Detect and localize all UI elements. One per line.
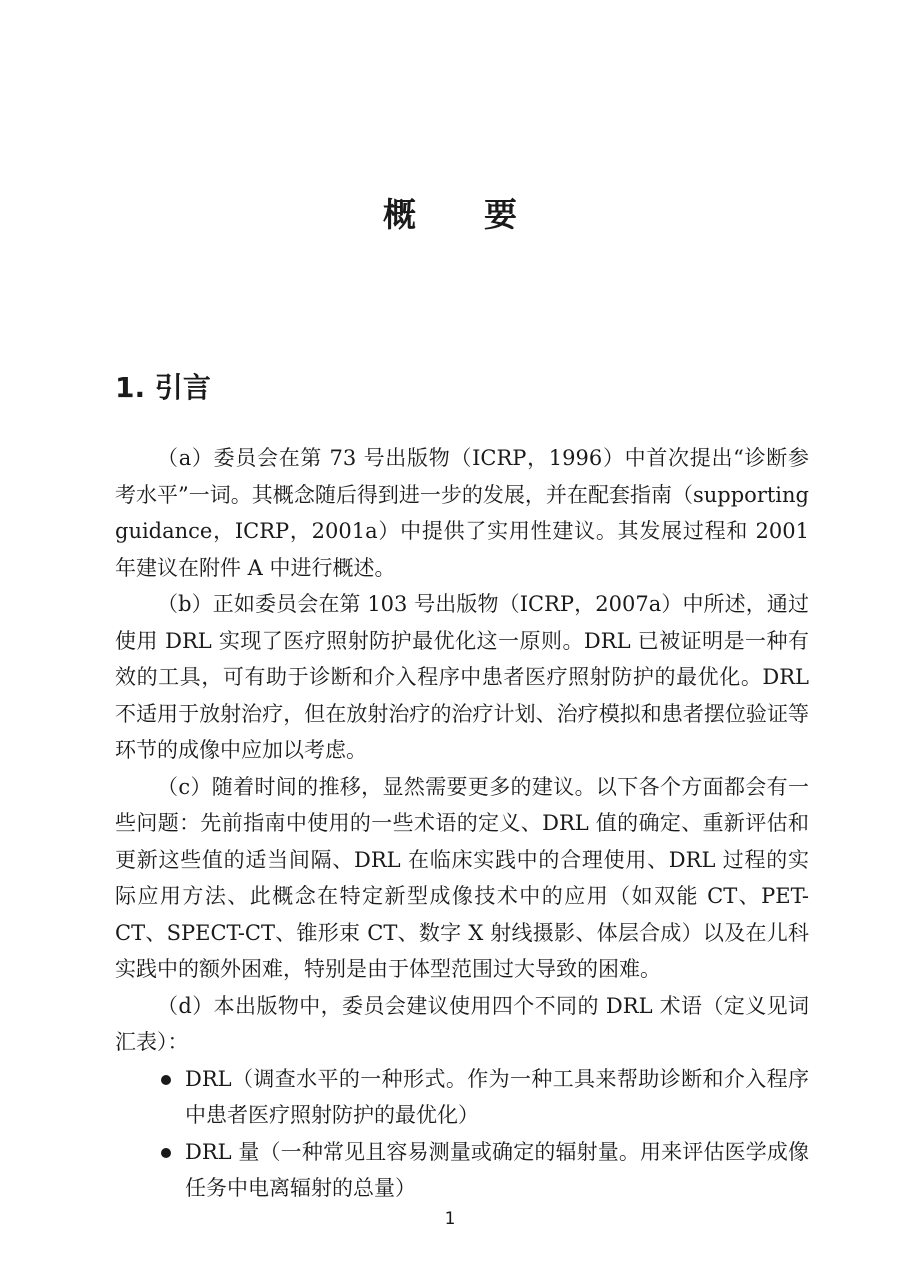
paragraph-d: （d）本出版物中，委员会建议使用四个不同的 DRL 术语（定义见词汇表）：	[115, 993, 809, 1054]
list-item-text: DRL（调查水平的一种形式。作为一种工具来帮助诊断和介入程序中患者医疗照射防护的最优化）	[185, 1066, 809, 1127]
bullet-icon	[161, 1148, 171, 1158]
body-text	[115, 440, 809, 1207]
page-number: 1	[444, 1209, 456, 1229]
page-title: 概要	[383, 195, 585, 234]
paragraph-b: （b）正如委员会在第 103 号出版物（ICRP，2007a）中所述，通过使用 DRL 实现了医疗照射防护最优化这一原则。DRL 已被证明是一种有效的工具，可有助于诊断和介入程序中患者医疗照射防护的最优化。DRL 不适用于放射治疗，但在放射治疗的治疗计划、治疗模拟和患者摆位验证等环节的成像中应加以考虑。	[115, 592, 809, 762]
list-item	[115, 1134, 809, 1207]
section-heading: 1. 引言	[115, 371, 211, 404]
bullet-icon	[161, 1075, 171, 1085]
drl-terms-list	[115, 1061, 809, 1207]
paragraph-a: （a）委员会在第 73 号出版物（ICRP，1996）中首次提出“诊断参考水平”一词。其概念随后得到进一步的发展，并在配套指南（supporting guidance，ICRP，2001a）中提供了实用性建议。其发展过程和 2001 年建议在附件 A 中进行概述。	[115, 446, 809, 580]
list-item-text: DRL 量（一种常见且容易测量或确定的辐射量。用来评估医学成像任务中电离辐射的总量）	[185, 1139, 809, 1200]
list-item	[115, 1061, 809, 1134]
paragraph-c: （c）随着时间的推移，显然需要更多的建议。以下各个方面都会有一些问题：先前指南中使用的一些术语的定义、DRL 值的确定、重新评估和更新这些值的适当间隔、DRL 在临床实践中的合理使用、DRL 过程的实际应用方法、此概念在特定新型成像技术中的应用（如双能 CT、PET-CT、SPECT-CT、锥形束 CT、数字 X 射线摄影、体层合成）以及在儿科实践中的额外困难，特别是由于体型范围过大导致的困难。	[115, 774, 809, 981]
